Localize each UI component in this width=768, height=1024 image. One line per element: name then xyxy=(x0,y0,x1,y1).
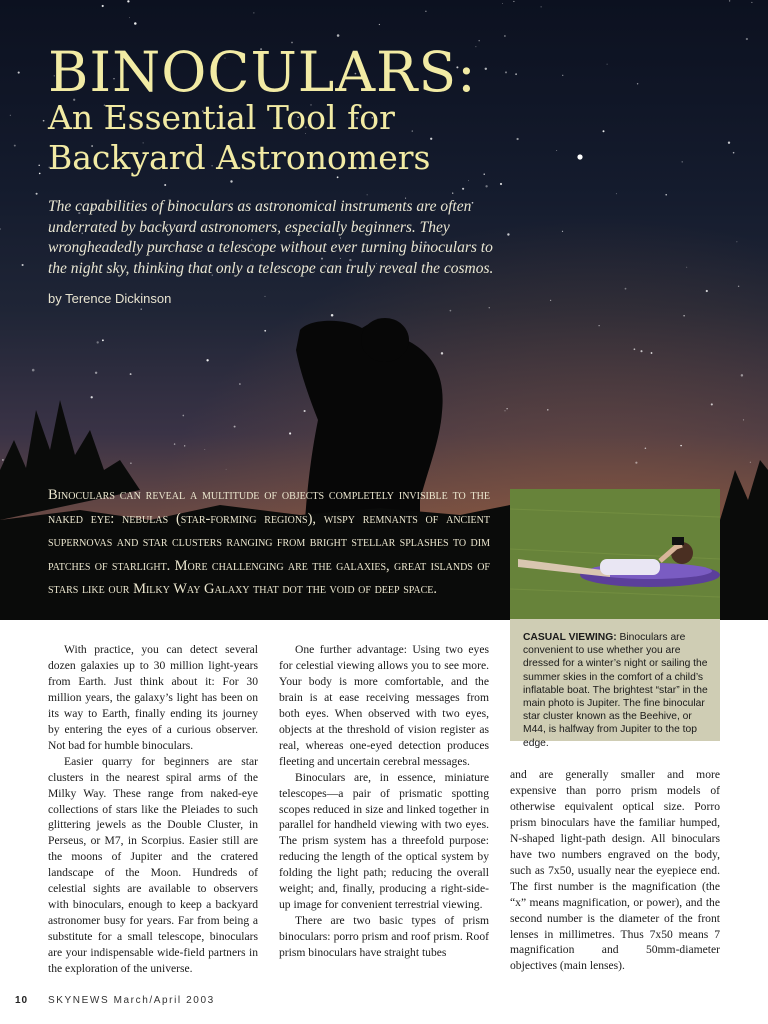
star xyxy=(2,459,4,461)
photo-caption xyxy=(510,619,720,749)
star xyxy=(141,308,142,309)
star xyxy=(379,24,380,25)
star xyxy=(541,6,542,7)
star xyxy=(127,0,129,2)
star xyxy=(634,348,636,350)
star xyxy=(452,192,453,193)
star xyxy=(635,462,637,464)
star xyxy=(462,188,464,190)
star xyxy=(36,193,38,195)
star xyxy=(38,165,39,166)
star xyxy=(738,286,739,287)
star xyxy=(651,352,653,354)
star xyxy=(441,352,443,354)
running-footer: SKYNEWS March/April 2003 xyxy=(48,995,215,1006)
star xyxy=(507,233,509,235)
star xyxy=(226,469,227,470)
star xyxy=(500,183,502,185)
star xyxy=(367,194,368,195)
star xyxy=(468,180,469,181)
star xyxy=(706,290,708,292)
star xyxy=(337,34,340,37)
inset-photo xyxy=(510,489,720,619)
teaser-paragraph: Binoculars can reveal a multitude of objects completely invisible to the naked eye: nebulas (star-forming regions), wispy remnants of ancient supernovas and star clusters ranging from bright stellar splashes to dim patches of starlight. More challenging are the galaxies, great islands of stars like our Milky Way Galaxy that dot the void of deep space. xyxy=(48,487,490,597)
star xyxy=(14,145,16,147)
star xyxy=(751,2,752,3)
star xyxy=(683,315,684,316)
star xyxy=(230,180,232,182)
body-paragraph: One further advantage: Using two eyes for celestial viewing allows you to see more. Your body is more comfortable, and the brain is at ease receiving messages from both eyes. When observed with two eyes, objects at the threshold of vision register as real, whereas one-eyed detection produces fleeting and uncertain cerebral messages. xyxy=(279,643,489,768)
body-column-1 xyxy=(48,642,258,977)
star xyxy=(130,373,132,375)
star xyxy=(505,71,507,73)
star xyxy=(253,12,254,13)
star xyxy=(95,372,97,374)
star xyxy=(450,310,452,312)
body-column-3 xyxy=(510,767,720,974)
star xyxy=(506,408,507,409)
star xyxy=(504,35,506,37)
star xyxy=(550,300,551,301)
star xyxy=(485,185,487,187)
star xyxy=(680,445,681,446)
star xyxy=(91,396,93,398)
star xyxy=(102,5,104,7)
byline: by Terence Dickinson xyxy=(48,291,172,306)
star xyxy=(743,419,744,420)
star xyxy=(515,73,517,75)
star xyxy=(603,130,605,132)
star xyxy=(665,194,667,196)
star xyxy=(637,83,638,84)
star xyxy=(478,40,480,42)
star xyxy=(682,161,683,162)
star xyxy=(504,410,505,411)
star xyxy=(134,22,137,25)
star xyxy=(264,330,266,332)
star xyxy=(599,325,600,326)
star xyxy=(562,231,563,232)
body-column-2 xyxy=(279,642,489,961)
star xyxy=(640,350,642,352)
page-number: 10 xyxy=(15,995,29,1006)
headline: BINOCULARS: xyxy=(48,40,477,104)
star xyxy=(234,426,236,428)
star xyxy=(164,184,166,186)
subhead-line-1: An Essential Tool for xyxy=(48,98,395,137)
star xyxy=(502,3,503,4)
star xyxy=(184,445,185,446)
body-paragraph: With practice, you can detect several dozen galaxies up to 30 million light-years from Earth. Just think about it: For 30 million years, the galaxy’s light has been on its way to Earth, finally ending its journey by entering the eyes of a curious observer. Not bad for humble binoculars. xyxy=(48,643,258,752)
star xyxy=(750,462,751,463)
star xyxy=(733,152,735,154)
star xyxy=(607,64,608,65)
star xyxy=(746,38,748,40)
star xyxy=(102,339,104,341)
star xyxy=(562,75,563,76)
star xyxy=(174,443,175,444)
star xyxy=(289,432,291,434)
subhead xyxy=(48,98,568,178)
star xyxy=(728,142,730,144)
caption-text: Binoculars are convenient to use whether you are dressed for a winter’s night or sailing the summer skies in the comfort of a child’s inflatable boat. The brightest “star” in the main photo is Jupiter. The fine binocular star cluster known as the Beehive, or M44, is halfway from Jupiter to the top edge. xyxy=(523,632,708,749)
person-in-inflatable-boat xyxy=(510,489,720,619)
star xyxy=(32,369,35,372)
star xyxy=(39,173,41,175)
star xyxy=(489,307,490,308)
star xyxy=(204,449,205,450)
star xyxy=(729,0,730,1)
star xyxy=(547,409,548,410)
star xyxy=(43,120,45,122)
star xyxy=(741,374,743,376)
star xyxy=(304,410,306,412)
star xyxy=(182,415,184,417)
star xyxy=(130,462,132,464)
caption-lead: CASUAL VIEWING: xyxy=(523,632,617,643)
star xyxy=(711,403,713,405)
star xyxy=(645,448,647,450)
star xyxy=(485,68,487,70)
star xyxy=(129,17,130,18)
star xyxy=(239,383,241,385)
star xyxy=(686,267,687,268)
body-paragraph: Binoculars are, in essence, miniature telescopes—a pair of prismatic spotting scopes reduced in size and linked together in parallel for handheld viewing with two eyes. The prism system has a threefold purpose: reducing the length of the optical system by folding the light path; reducing the overall weight; and, finally, producing a right-side-up image for convenient terrestrial viewing. xyxy=(279,770,489,912)
star xyxy=(625,288,627,290)
star xyxy=(616,193,617,194)
star xyxy=(425,11,426,12)
body-paragraph: and are generally smaller and more expensive than porro prism models of otherwise equivalent optical size. Porro prism binoculars have the familiar humped, N-shaped light-path design. All binoculars have two numbers engraved on the body, such as 7x50, usually near the eyepiece end. The first number is the magnification (the “x” means magnification, or power), and the second number is the diameter of the front lenses in millimetres. Thus 7x50 means 7 magnification and 50mm-diameter objectives (main lenses). xyxy=(510,768,720,973)
star xyxy=(10,115,11,116)
star xyxy=(22,264,24,266)
subhead-line-2: Backyard Astronomers xyxy=(48,138,431,177)
body-paragraph: Easier quarry for beginners are star clusters in the nearest spiral arms of the Milky Way. These range from naked-eye collections of stars like the Pleiades to such glittering jewels as the Double Cluster, in Perseus, or M7, in Scorpius. Easier still are the moons of Jupiter and the cratered landscape of the Moon. Hundreds of celestial sights are available to observers with binoculars, enough to keep a backyard astronomer busy for years. Far from being a substitute for a small telescope, binoculars are your indispensable wide-field partners in the exploration of the universe. xyxy=(48,754,258,976)
article-dek: The capabilities of binoculars as astronomical instruments are often underrated by backyard astronomers, especially beginners. They wrongheadedly purchase a telescope without ever turning binoculars to the night sky, thinking that only a telescope can truly reveal the cosmos. xyxy=(48,198,494,277)
star xyxy=(265,296,266,297)
body-paragraph: There are two basic types of prism binoculars: porro prism and roof prism. Roof prism binoculars have straight tubes xyxy=(279,914,489,960)
jupiter-star xyxy=(577,154,582,159)
star xyxy=(97,341,99,343)
star xyxy=(206,359,208,361)
star xyxy=(18,72,20,74)
star xyxy=(331,314,334,317)
star xyxy=(513,1,514,2)
star xyxy=(736,241,737,242)
